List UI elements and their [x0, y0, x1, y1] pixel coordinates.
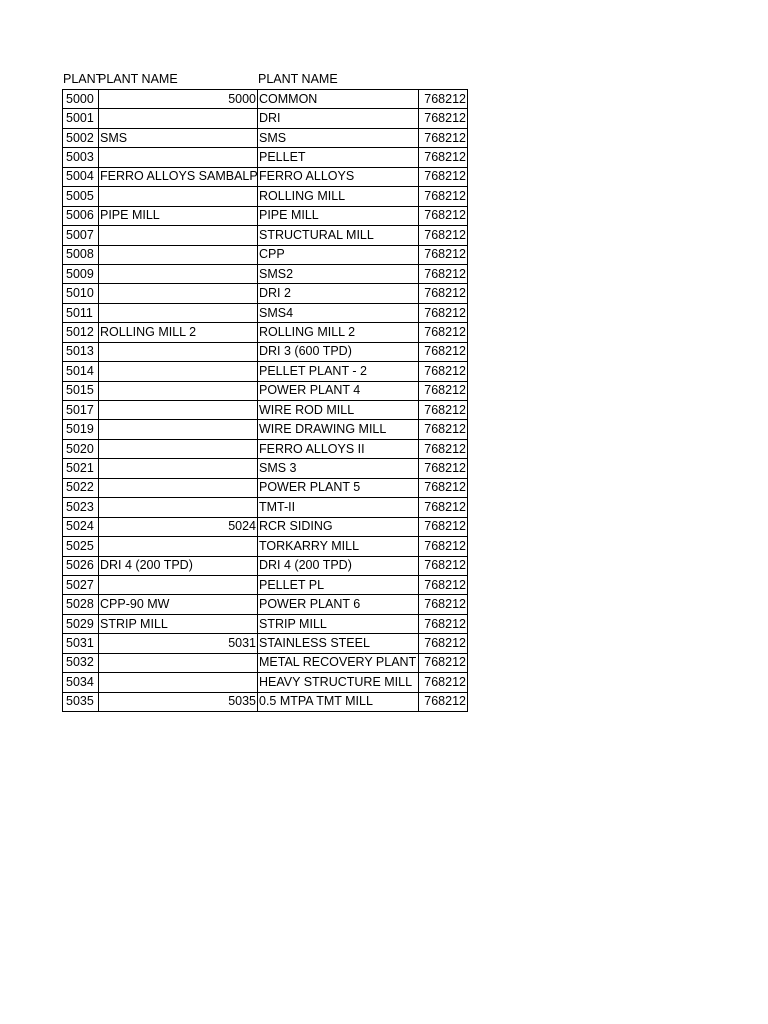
plant-name-2-cell[interactable]: SMS2	[258, 264, 419, 283]
plant-name-2-cell[interactable]: TMT-II	[258, 498, 419, 517]
pin-code-cell[interactable]: 768212	[419, 614, 468, 633]
table-row	[63, 284, 468, 303]
plant-name-2-cell[interactable]: STRIP MILL	[258, 614, 419, 633]
plant-code-cell[interactable]: 5026	[63, 556, 99, 575]
pin-code-cell[interactable]: 768212	[419, 517, 468, 536]
table-row	[63, 401, 468, 420]
plant-code-cell[interactable]: 5019	[63, 420, 99, 439]
pin-code-cell[interactable]: 768212	[419, 264, 468, 283]
plant-name-2-cell[interactable]: RCR SIDING	[258, 517, 419, 536]
header-row	[62, 70, 467, 89]
table-row	[63, 323, 468, 342]
table-row	[63, 439, 468, 458]
plant-code-cell[interactable]: 5004	[63, 167, 99, 186]
table-row	[63, 478, 468, 497]
plant-name-1-cell[interactable]	[99, 439, 258, 458]
plant-name-2-cell[interactable]: PELLET	[258, 148, 419, 167]
plant-code-cell[interactable]: 5008	[63, 245, 99, 264]
pin-code-cell[interactable]: 768212	[419, 478, 468, 497]
table-row	[63, 517, 468, 536]
plant-code-cell[interactable]: 5020	[63, 439, 99, 458]
table-row	[63, 342, 468, 361]
plant-code-cell[interactable]: 5024	[63, 517, 99, 536]
plant-code-cell[interactable]: 5010	[63, 284, 99, 303]
pin-code-cell[interactable]: 768212	[419, 284, 468, 303]
plant-table-body	[63, 90, 468, 712]
plant-code-cell[interactable]: 5034	[63, 673, 99, 692]
plant-name-1-cell[interactable]	[99, 362, 258, 381]
pin-code-cell[interactable]: 768212	[419, 323, 468, 342]
plant-code-cell[interactable]: 5001	[63, 109, 99, 128]
plant-name-2-cell[interactable]: SMS 3	[258, 459, 419, 478]
pin-code-cell[interactable]: 768212	[419, 595, 468, 614]
table-row	[63, 420, 468, 439]
plant-name-2-cell[interactable]: TORKARRY MILL	[258, 537, 419, 556]
plant-name-1-cell[interactable]: SMS	[99, 128, 258, 147]
plant-name-1-cell[interactable]: 5000	[99, 90, 258, 109]
plant-name-1-cell[interactable]	[99, 187, 258, 206]
plant-name-2-cell[interactable]: DRI	[258, 109, 419, 128]
plant-name-2-cell[interactable]: PIPE MILL	[258, 206, 419, 225]
pin-code-cell[interactable]: 768212	[419, 653, 468, 672]
pin-code-cell[interactable]: 768212	[419, 692, 468, 711]
header-plant: PLANT	[63, 72, 104, 86]
plant-name-2-cell[interactable]: ROLLING MILL 2	[258, 323, 419, 342]
plant-name-1-cell[interactable]	[99, 148, 258, 167]
pin-code-cell[interactable]: 768212	[419, 459, 468, 478]
plant-code-cell[interactable]: 5013	[63, 342, 99, 361]
plant-code-cell[interactable]: 5006	[63, 206, 99, 225]
plant-name-1-cell[interactable]: 5035	[99, 692, 258, 711]
plant-name-1-cell[interactable]: PIPE MILL	[99, 206, 258, 225]
plant-name-1-cell[interactable]: 5024	[99, 517, 258, 536]
plant-code-cell[interactable]: 5005	[63, 187, 99, 206]
table-row	[63, 245, 468, 264]
table-row	[63, 537, 468, 556]
plant-name-2-cell[interactable]: HEAVY STRUCTURE MILL	[258, 673, 419, 692]
plant-name-1-cell[interactable]	[99, 498, 258, 517]
table-row	[63, 128, 468, 147]
plant-name-1-cell[interactable]	[99, 264, 258, 283]
plant-name-1-cell[interactable]: FERRO ALLOYS SAMBALP	[99, 167, 258, 186]
table-row	[63, 692, 468, 711]
plant-code-cell[interactable]: 5032	[63, 653, 99, 672]
plant-name-2-cell[interactable]: COMMON	[258, 90, 419, 109]
plant-code-cell[interactable]: 5028	[63, 595, 99, 614]
pin-code-cell[interactable]: 768212	[419, 303, 468, 322]
plant-name-2-cell[interactable]: WIRE DRAWING MILL	[258, 420, 419, 439]
pin-code-cell[interactable]: 768212	[419, 556, 468, 575]
plant-name-1-cell[interactable]	[99, 284, 258, 303]
plant-code-cell[interactable]: 5017	[63, 401, 99, 420]
plant-name-1-cell[interactable]	[99, 575, 258, 594]
table-row	[63, 187, 468, 206]
table-row	[63, 109, 468, 128]
plant-name-1-cell[interactable]	[99, 245, 258, 264]
table-row	[63, 653, 468, 672]
plant-name-2-cell[interactable]: FERRO ALLOYS II	[258, 439, 419, 458]
plant-name-1-cell[interactable]	[99, 537, 258, 556]
plant-name-1-cell[interactable]	[99, 653, 258, 672]
plant-code-cell[interactable]: 5009	[63, 264, 99, 283]
pin-code-cell[interactable]: 768212	[419, 634, 468, 653]
plant-name-2-cell[interactable]: PELLET PL	[258, 575, 419, 594]
plant-name-1-cell[interactable]	[99, 226, 258, 245]
pin-code-cell[interactable]: 768212	[419, 673, 468, 692]
plant-code-cell[interactable]: 5015	[63, 381, 99, 400]
header-plant-name-1: PLANT NAME	[98, 72, 178, 86]
plant-name-1-cell[interactable]	[99, 673, 258, 692]
plant-name-1-cell[interactable]	[99, 303, 258, 322]
pin-code-cell[interactable]: 768212	[419, 167, 468, 186]
pin-code-cell[interactable]: 768212	[419, 206, 468, 225]
table-row	[63, 595, 468, 614]
plant-name-1-cell[interactable]	[99, 401, 258, 420]
plant-name-2-cell[interactable]: STAINLESS STEEL	[258, 634, 419, 653]
table-row	[63, 673, 468, 692]
plant-code-cell[interactable]: 5003	[63, 148, 99, 167]
pin-code-cell[interactable]: 768212	[419, 362, 468, 381]
pin-code-cell[interactable]: 768212	[419, 381, 468, 400]
table-row	[63, 303, 468, 322]
plant-name-2-cell[interactable]: CPP	[258, 245, 419, 264]
plant-name-1-cell[interactable]	[99, 109, 258, 128]
plant-name-2-cell[interactable]: DRI 4 (200 TPD)	[258, 556, 419, 575]
table-row	[63, 459, 468, 478]
plant-name-1-cell[interactable]: STRIP MILL	[99, 614, 258, 633]
pin-code-cell[interactable]: 768212	[419, 148, 468, 167]
plant-code-cell[interactable]: 5029	[63, 614, 99, 633]
plant-name-2-cell[interactable]: PELLET PLANT - 2	[258, 362, 419, 381]
pin-code-cell[interactable]: 768212	[419, 342, 468, 361]
plant-name-1-cell[interactable]: ROLLING MILL 2	[99, 323, 258, 342]
plant-code-cell[interactable]: 5021	[63, 459, 99, 478]
plant-name-2-cell[interactable]: POWER PLANT 4	[258, 381, 419, 400]
pin-code-cell[interactable]: 768212	[419, 128, 468, 147]
plant-code-cell[interactable]: 5022	[63, 478, 99, 497]
plant-name-1-cell[interactable]: DRI 4 (200 TPD)	[99, 556, 258, 575]
pin-code-cell[interactable]: 768212	[419, 226, 468, 245]
plant-name-2-cell[interactable]: POWER PLANT 5	[258, 478, 419, 497]
plant-name-2-cell[interactable]: ROLLING MILL	[258, 187, 419, 206]
table-row	[63, 264, 468, 283]
plant-name-1-cell[interactable]	[99, 381, 258, 400]
plant-name-2-cell[interactable]: FERRO ALLOYS	[258, 167, 419, 186]
plant-code-cell[interactable]: 5035	[63, 692, 99, 711]
table-row	[63, 90, 468, 109]
table-row	[63, 381, 468, 400]
plant-name-2-cell[interactable]: SMS	[258, 128, 419, 147]
table-row	[63, 575, 468, 594]
pin-code-cell[interactable]: 768212	[419, 439, 468, 458]
table-row	[63, 498, 468, 517]
plant-name-1-cell[interactable]	[99, 478, 258, 497]
pin-code-cell[interactable]: 768212	[419, 537, 468, 556]
table-row	[63, 634, 468, 653]
plant-name-2-cell[interactable]: DRI 3 (600 TPD)	[258, 342, 419, 361]
pin-code-cell[interactable]: 768212	[419, 109, 468, 128]
pin-code-cell[interactable]: 768212	[419, 575, 468, 594]
plant-code-cell[interactable]: 5011	[63, 303, 99, 322]
plant-name-1-cell[interactable]	[99, 342, 258, 361]
plant-name-2-cell[interactable]: STRUCTURAL MILL	[258, 226, 419, 245]
table-row	[63, 556, 468, 575]
pin-code-cell[interactable]: 768212	[419, 245, 468, 264]
plant-code-cell[interactable]: 5012	[63, 323, 99, 342]
table-row	[63, 614, 468, 633]
table-row	[63, 148, 468, 167]
pin-code-cell[interactable]: 768212	[419, 187, 468, 206]
plant-code-cell[interactable]: 5000	[63, 90, 99, 109]
plant-name-2-cell[interactable]: WIRE ROD MILL	[258, 401, 419, 420]
plant-code-cell[interactable]: 5023	[63, 498, 99, 517]
plant-table	[62, 89, 468, 712]
plant-name-2-cell[interactable]: 0.5 MTPA TMT MILL	[258, 692, 419, 711]
plant-name-1-cell[interactable]: CPP-90 MW	[99, 595, 258, 614]
pin-code-cell[interactable]: 768212	[419, 90, 468, 109]
plant-code-cell[interactable]: 5031	[63, 634, 99, 653]
plant-name-2-cell[interactable]: DRI 2	[258, 284, 419, 303]
spreadsheet	[62, 70, 468, 712]
plant-code-cell[interactable]: 5014	[63, 362, 99, 381]
plant-name-2-cell[interactable]: POWER PLANT 6	[258, 595, 419, 614]
plant-code-cell[interactable]: 5025	[63, 537, 99, 556]
plant-code-cell[interactable]: 5027	[63, 575, 99, 594]
table-row	[63, 362, 468, 381]
plant-name-2-cell[interactable]: METAL RECOVERY PLANT	[258, 653, 419, 672]
pin-code-cell[interactable]: 768212	[419, 420, 468, 439]
plant-name-2-cell[interactable]: SMS4	[258, 303, 419, 322]
plant-name-1-cell[interactable]	[99, 420, 258, 439]
table-row	[63, 206, 468, 225]
pin-code-cell[interactable]: 768212	[419, 498, 468, 517]
table-row	[63, 226, 468, 245]
table-row	[63, 167, 468, 186]
plant-code-cell[interactable]: 5002	[63, 128, 99, 147]
pin-code-cell[interactable]: 768212	[419, 401, 468, 420]
header-plant-name-2: PLANT NAME	[258, 72, 338, 86]
plant-code-cell[interactable]: 5007	[63, 226, 99, 245]
plant-name-1-cell[interactable]: 5031	[99, 634, 258, 653]
plant-name-1-cell[interactable]	[99, 459, 258, 478]
